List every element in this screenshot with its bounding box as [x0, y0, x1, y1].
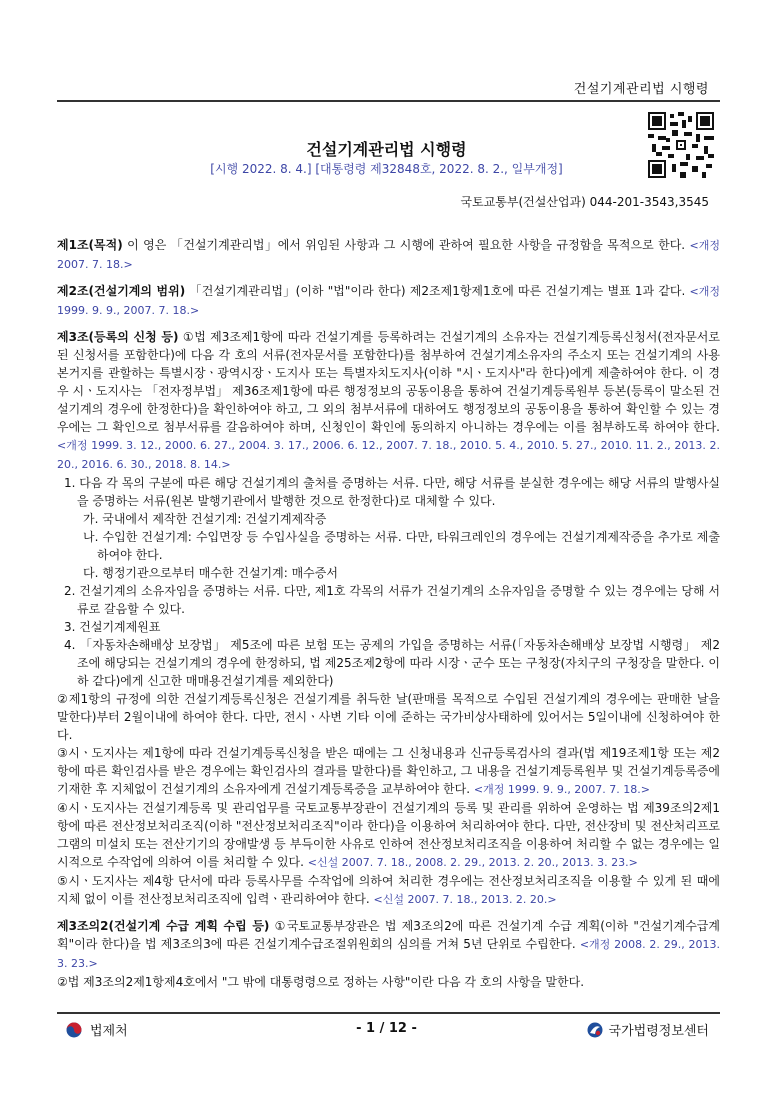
ministry-contact: 국토교통부(건설산업과) 044-201-3543,3545 [460, 195, 709, 209]
article-3-item-1-ga: 가. 국내에서 제작한 건설기계: 건설기계제작증 [83, 512, 327, 526]
footer-right-text: 국가법령정보센터 [608, 1024, 709, 1039]
article-3-p3-amendment: <개정 1999. 9. 9., 2007. 7. 18.> [473, 783, 650, 796]
footer-right [587, 1020, 709, 1039]
article-2-amendment: <개정 1999. 9. 9., 2007. 7. 18.> [57, 285, 720, 317]
article-1-amendment: <개정 2007. 7. 18.> [57, 239, 720, 271]
article-3-p4-text: ④시ㆍ도지사는 건설기계등록 및 관리업무를 국토교통부장관이 건설기계의 등록 및 관리를 위하여 운영하는 법 제39조의2제1항에 따른 전산정보처리조직(이하 "전산정보처리조직"이라 한다)을 이용하여 처리하여야 한다. 다만, 전산장비 및 전산처리프로그램의 미설치 또는 전산기기의 장애발생 등 부득이한 사유로 인하여 전산정보처리조직을 이용하여 처리할 수 없는 경우에는 일시적으로 수작업에 의하여 이를 처리할 수 있다. [57, 801, 720, 869]
article-3-p3-text: ③시ㆍ도지사는 제1항에 따라 건설기계등록신청을 받은 때에는 그 신청내용과 신규등록검사의 결과(법 제19조제1항 또는 제2항에 따른 확인검사를 받은 경우에는 확인검사의 결과를 말한다)를 확인하고, 그 내용을 건설기계등록원부 및 건설기계등록증에 기재한 후 지체없이 건설기계의 소유자에게 건설기계등록증을 교부하여야 한다. [57, 746, 720, 796]
article-3-p5-amendment: <신설 2007. 7. 18., 2013. 2. 20.> [373, 893, 557, 906]
article-3-item-2: 2. 건설기계의 소유자임을 증명하는 서류. 다만, 제1호 각목의 서류가 건설기계의 소유자임을 증명할 수 있는 경우에는 당해 서류로 갈음할 수 있다. [64, 584, 720, 616]
article-1-heading: 제1조(목적) [57, 238, 123, 252]
article-3-p5-text: ⑤시ㆍ도지사는 제4항 단서에 따라 등록사무를 수작업에 의하여 처리한 경우에는 전산정보처리조직을 이용할 수 있게 된 때에 지체 없이 이를 전산정보처리조직에 입력ㆍ관리하여야 한다. [57, 874, 720, 906]
article-3-2-paragraph-2: ②법 제3조의2제1항제4호에서 "그 밖에 대통령령으로 정하는 사항"이란 다음 각 호의 사항을 말한다. [57, 975, 585, 989]
article-3-2 [57, 917, 720, 991]
article-3-p4-amendment: <신설 2007. 7. 18., 2008. 2. 29., 2013. 2. 20., 2013. 3. 23.> [307, 856, 638, 869]
article-3-2-paragraph-1 [57, 917, 720, 973]
running-head: 건설기계관리법 시행령 [573, 82, 709, 97]
article-3-paragraph-5 [57, 872, 720, 909]
article-3-item-3: 3. 건설기계제원표 [64, 620, 161, 634]
article-3-p1-amendment: <개정 1999. 3. 12., 2000. 6. 27., 2004. 3. 17., 2006. 6. 12., 2007. 7. 18., 2010. 5. 4., 2010. 5. 27., 2010. 11. 2., 2013. 2. 20., 2016. 6. 30., 2018. 8. 14.> [57, 439, 720, 471]
footer-left-text: 법제처 [90, 1024, 128, 1039]
article-3-item-1: 1. 다음 각 목의 구분에 따른 해당 건설기계의 출처를 증명하는 서류. 다만, 해당 서류를 분실한 경우에는 해당 서류의 발행사실을 증명하는 서류(원본 발행기관에서 발행한 것으로 한정한다)로 대체할 수 있다. [64, 476, 720, 508]
article-3-item-1-na: 나. 수입한 건설기계: 수입면장 등 수입사실을 증명하는 서류. 다만, 타워크레인의 경우에는 건설기계제작증을 추가로 제출하여야 한다. [83, 530, 720, 562]
article-3-heading: 제3조(등록의 신청 등) [57, 330, 179, 344]
article-3-item-4: 4. 「자동차손해배상 보장법」 제5조에 따른 보험 또는 공제의 가입을 증명하는 서류(「자동차손해배상 보장법 시행령」 제2조에 해당되는 건설기계의 경우에 한정하되, 법 제25조제2항에 따라 시장ㆍ군수 또는 구청장(자치구의 구청장을 말한다. 이하 같다)에게 신고한 매매용건설기계를 제외한다) [64, 638, 720, 688]
article-1-text: 이 영은 「건설기계관리법」에서 위임된 사항과 그 시행에 관하여 필요한 사항을 규정함을 목적으로 한다. [122, 238, 690, 252]
article-3-paragraph-1 [57, 328, 720, 474]
article-2 [57, 282, 720, 320]
article-3-paragraph-2: ②제1항의 규정에 의한 건설기계등록신청은 건설기계를 취득한 날(판매를 목적으로 수입된 건설기계의 경우에는 판매한 날을 말한다)부터 2월이내에 하여야 한다. 다만, 전시ㆍ사변 기타 이에 준하는 국가비상사태하에 있어서는 5일이내에 신청하여야 한다. [57, 692, 720, 742]
header-rule [57, 100, 720, 102]
article-3-item-1-da: 다. 행정기관으로부터 매수한 건설기계: 매수증서 [83, 566, 338, 580]
article-3-p1-text: ①법 제3조제1항에 따라 건설기계를 등록하려는 건설기계의 소유자는 건설기계등록신청서(전자문서로 된 신청서를 포함한다)에 다음 각 호의 서류(전자문서를 포함한다)를 첨부하여 건설기계소유자의 주소지 또는 건설기계의 사용본거지를 관할하는 특별시장ㆍ광역시장ㆍ도지사 또는 특별자치도지사(이하 "시ㆍ도지사"라 한다)에게 제출하여야 한다. 이 경우 시ㆍ도지사는 「전자정부법」 제36조제1항에 따른 행정정보의 공동이용을 통하여 건설기계등록원부 등본(등록이 말소된 건설기계의 경우에 한정한다)을 확인하여야 하고, 그 외의 첨부서류에 대하여도 행정정보의 공동이용을 통하여 확인할 수 있는 경우에는 그 확인으로 첨부서류를 갈음하여야 하며, 신청인이 확인에 동의하지 아니하는 경우에는 이를 첨부하도록 하여야 한다. [57, 330, 720, 434]
article-3-paragraph-4 [57, 799, 720, 872]
document-subtitle: [시행 2022. 8. 4.] [대통령령 제32848호, 2022. 8. 2., 일부개정] [210, 162, 563, 176]
article-1 [57, 236, 720, 274]
document-body [57, 236, 720, 999]
law-info-center-logo-icon [587, 1022, 603, 1038]
article-2-heading: 제2조(건설기계의 범위) [57, 284, 186, 298]
article-2-text: 「건설기계관리법」(이하 "법"이라 한다) 제2조제1항제1호에 따른 건설기계는 별표 1과 같다. [185, 284, 690, 298]
article-3-2-p1-amendment: <개정 2008. 2. 29., 2013. 3. 23.> [57, 938, 720, 970]
document-title: 건설기계관리법 시행령 [306, 140, 467, 159]
article-3-2-p1-text: ①국토교통부장관은 법 제3조의2에 따른 건설기계 수급 계획(이하 "건설기계수급계획"이라 한다)을 법 제3조의3에 따른 건설기계수급조절위원회의 심의를 거쳐 5년 단위로 수립한다. [57, 919, 720, 951]
page-number: - 1 / 12 - [356, 1021, 417, 1036]
article-3-paragraph-3 [57, 744, 720, 799]
article-3 [57, 328, 720, 909]
article-3-2-heading: 제3조의2(건설기계 수급 계획 수립 등) [57, 919, 270, 933]
footer-rule [57, 1012, 720, 1014]
